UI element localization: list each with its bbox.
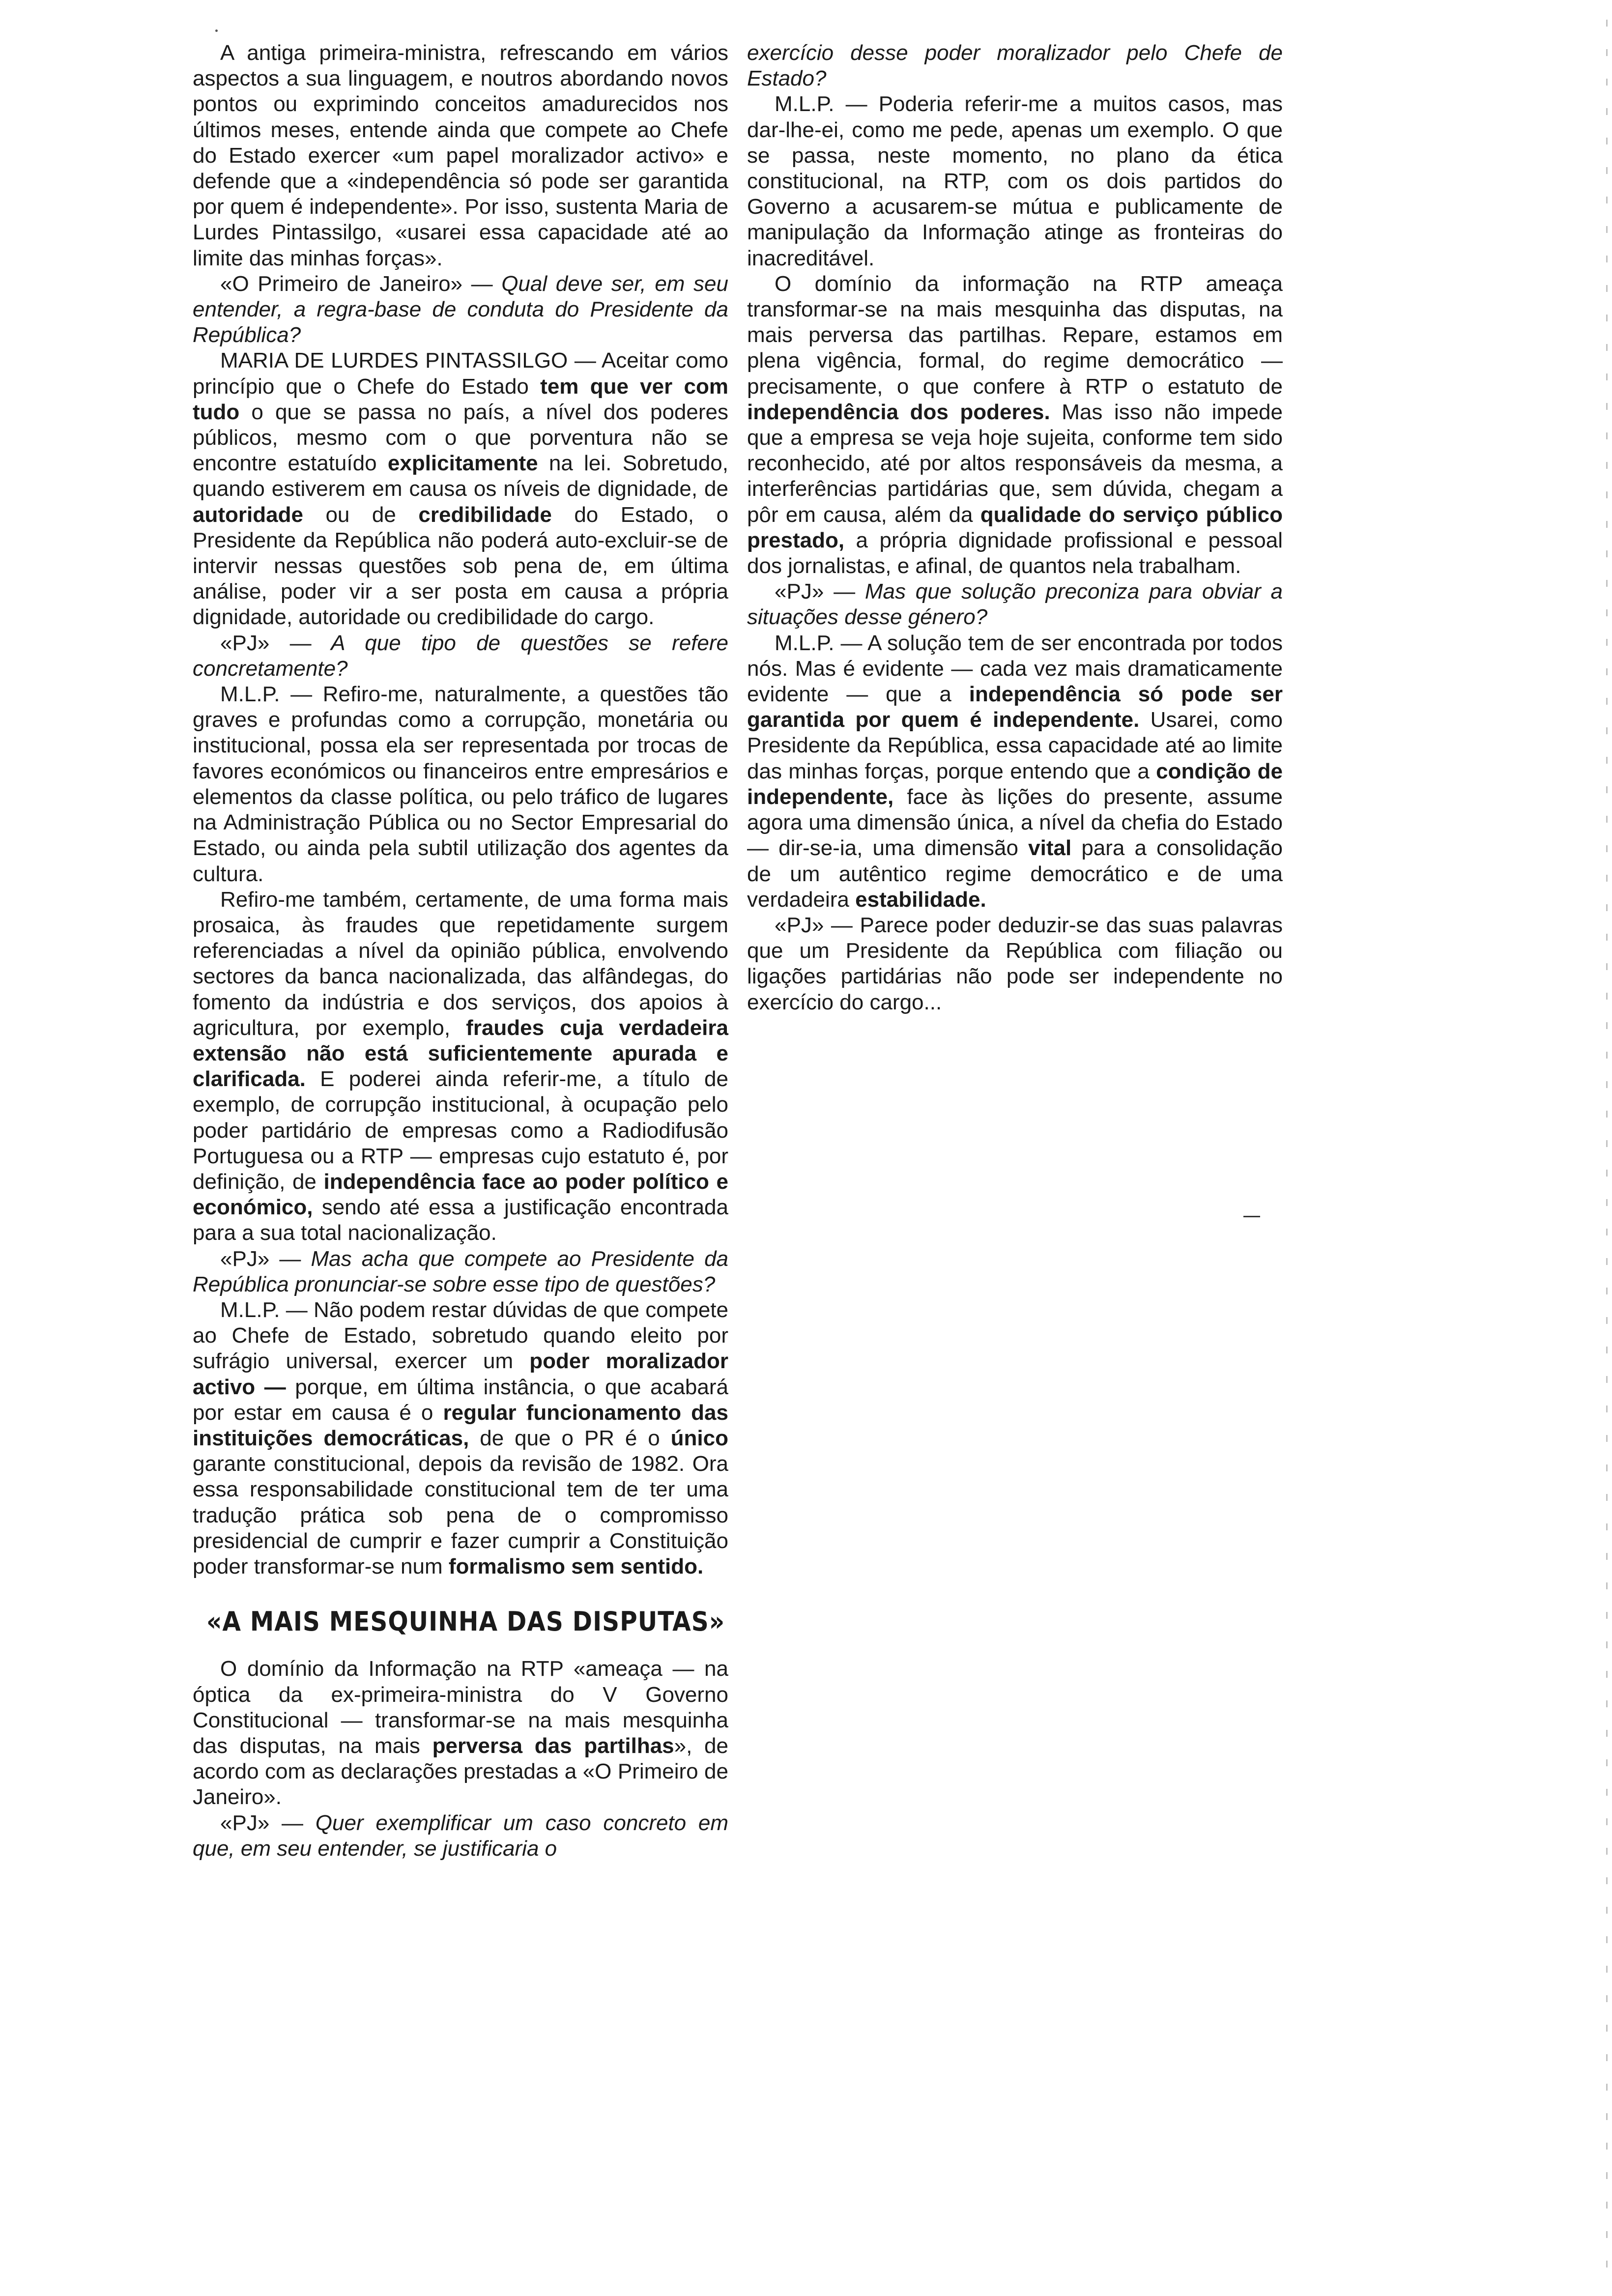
answer-text: MARIA DE LURDES PINTASSILGO — Aceitar como princípio que o Chefe do Estado — [193, 348, 728, 399]
question-text: Quer exemplificar um caso concreto em que, em seu entender, se justificaria o — [193, 1810, 729, 1861]
answer-text: Usarei, como Presidente da República, essa capacidade até ao limite das minhas forças, porque entendo que a — [747, 708, 1283, 783]
paragraph-text: Mas isso não impede que a empresa se veja hoje sujeita, conforme tem sido reconhecido, até por altos responsáveis da mesma, a interferências partidárias que, sem dúvida, chegam a pôr em causa, além da — [747, 400, 1283, 527]
section-subheading: «A MAIS MESQUINHA DAS DISPUTAS» — [206, 1606, 725, 1637]
paragraph-bold: qualidade do serviço público prestado, — [747, 502, 1283, 552]
scan-speck — [215, 29, 218, 32]
paragraph-bold: fraudes cuja verdadeira extensão não está suficientemente apurada e clarificada. — [193, 1015, 728, 1091]
answer-bold: autoridade — [193, 502, 303, 527]
answer-text: o que se passa no país, a nível dos poderes públicos, mesmo com o que porventura não se encontre estatuído — [193, 400, 728, 476]
answer-corrupcao: M.L.P. — Refiro-me, naturalmente, a questões tão graves e profundas como a corrupção, monetária ou institucional, possa ela ser representada por trocas de favores económicos ou financeiros entre empresários e elementos da classe política, ou pelo tráfico de lugares na Administração Pública ou no Sector Empresarial do Estado, ou ainda pela subtil utilização dos agentes da cultura. — [193, 682, 728, 886]
answer-bold: regular funcionamento das instituições democráticas, — [193, 1400, 728, 1450]
paragraph-text: a própria dignidade profissional e pessoal dos jornalistas, e afinal, de quantos nela trabalham. — [747, 528, 1283, 578]
answer-bold: tem que ver com tudo — [193, 374, 728, 424]
paragraph-fraudes — [193, 887, 728, 1246]
paragraph-text: Refiro-me também, certamente, de uma forma mais prosaica, às fraudes que repetidamente surgem referenciadas a nível da opinião pública, envolvendo sectores da banca nacionalizada, das alfândegas, do fomento da indústria e dos serviços, dos apoios à agricultura, por exemplo, — [193, 887, 728, 1040]
answer-text: M.L.P. — A solução tem de ser encontrada por todos nós. Mas é evidente — cada vez mais dramaticamente evidente — que a — [747, 631, 1283, 707]
answer-text: face às lições do presente, assume agora uma dimensão única, a nível da chefia do Estado — dir-se-ia, uma dimensão — [747, 784, 1283, 861]
answer-bold: único — [670, 1426, 728, 1450]
question-lead: «PJ» — — [220, 1246, 301, 1271]
answer-bold: explicitamente — [387, 451, 538, 476]
paragraph-bold: independência dos poderes. — [747, 400, 1050, 424]
question-caso-concreto — [193, 1810, 728, 1862]
question-text: Mas que solução preconiza para obviar a situações desse género? — [747, 579, 1283, 630]
question-text: Mas acha que compete ao Presidente da República pronunciar-se sobre esse tipo de questões? — [193, 1246, 729, 1296]
answer-text: na lei. Sobretudo, quando estiverem em causa os níveis de dignidade, de — [193, 451, 728, 501]
answer-text: para a consolidação de um autêntico regime democrático e de uma verdadeira — [747, 836, 1283, 912]
question-lead: «O Primeiro de Janeiro» — — [220, 271, 493, 296]
question-lead: «PJ» — — [220, 631, 312, 655]
question-text: Qual deve ser, em seu entender, a regra-base de conduta do Presidente da República? — [193, 271, 728, 347]
answer-bold: formalismo sem sentido. — [448, 1554, 704, 1578]
question-filiacao-partidaria: «PJ» — Parece poder deduzir-se das suas palavras que um Presidente da República com filiação ou ligações partidárias não pode ser independente no exercício do cargo... — [747, 913, 1283, 1014]
question-tipo-questoes — [193, 631, 728, 682]
paragraph-text: E poderei ainda referir-me, a título de exemplo, de corrupção institucional, à ocupação pelo poder partidário de empresas como a Radiodifusão Portuguesa ou a RTP — empresas cujo estatuto é, por definição, de — [193, 1067, 728, 1194]
answer-poder-moralizador — [193, 1297, 728, 1579]
paragraph-dominio-informacao — [193, 1656, 728, 1810]
answer-bold: condição de independente, — [747, 759, 1283, 809]
answer-text: de que o PR é o — [469, 1426, 671, 1450]
paragraph-text: O domínio da Informação na RTP «ameaça — na óptica da ex-primeira-ministra do V Governo Constitucional — transformar-se na mais mesquinha das disputas, na mais — [193, 1657, 728, 1758]
answer-text: M.L.P. — Não podem restar dúvidas de que compete ao Chefe de Estado, sobretudo quando eleito por sufrágio universal, exercer um — [193, 1297, 728, 1374]
answer-text: garante constitucional, depois da revisão de 1982. Ora essa responsabilidade constitucional tem de ter uma tradução prática sob pena de o compromisso presidencial de cumprir e fazer cumprir a Constituição poder transformar-se num — [193, 1452, 728, 1578]
answer-bold: estabilidade. — [855, 887, 986, 912]
answer-text: ou de — [303, 502, 419, 527]
article-end-mark — [1243, 1216, 1260, 1217]
intro-paragraph: A antiga primeira-ministra, refrescando em vários aspectos a sua linguagem, e noutros abordando novos pontos ou exprimindo conceitos amadurecidos nos últimos meses, entende ainda que compete ao Chefe do Estado exercer «um papel moralizador activo» e defende que a «independência só pode ser garantida por quem é independente». Por isso, sustenta Maria de Lurdes Pintassilgo, «usarei essa capacidade até ao limite das minhas forças». — [193, 41, 728, 270]
answer-bold: independência só pode ser garantida por quem é independente. — [747, 682, 1283, 732]
question-lead: «PJ» — — [775, 579, 856, 604]
answer-regra-base — [193, 348, 728, 630]
answer-text: porque, em última instância, o que acabará por estar em causa é o — [193, 1375, 728, 1425]
answer-etica-constitucional: M.L.P. — Poderia referir-me a muitos casos, mas dar-lhe-ei, como me pede, apenas um exemplo. O que se passa, neste momento, no plano da ética constitucional, na RTP, com os dois partidos do Governo a acusarem-se mútua e publicamente de manipulação da Informação atinge as fronteiras do inacreditável. — [747, 92, 1283, 270]
answer-independencia — [747, 631, 1283, 913]
answer-bold: credibilidade — [418, 502, 552, 527]
paragraph-dominio-rtp — [747, 271, 1283, 579]
answer-bold: vital — [1028, 836, 1072, 861]
article-column-left — [193, 40, 728, 1862]
question-regra-base — [193, 271, 728, 348]
paragraph-bold: independência face ao poder político e económico, — [193, 1169, 728, 1220]
question-compete-presidente — [193, 1246, 728, 1297]
paragraph-text: O domínio da informação na RTP ameaça transformar-se na mais mesquinha das disputas, na mais perversa das partilhas. Repare, estamos em plena vigência, formal, do regime democrático — precisamente, o que confere à RTP o estatuto de — [747, 271, 1283, 399]
scan-edge-artifact — [1606, 20, 1608, 2280]
question-caso-concreto-continued: exercício desse poder moralizador pelo Chefe de Estado? — [747, 41, 1283, 91]
article-column-right — [747, 40, 1283, 1015]
question-solucao — [747, 579, 1283, 630]
question-text: A que tipo de questões se refere concretamente? — [193, 631, 728, 681]
paragraph-bold: perversa das partilhas — [432, 1734, 674, 1758]
paragraph-text: sendo até essa a justificação encontrada para a sua total nacionalização. — [193, 1195, 728, 1245]
paragraph-text: », de acordo com as declarações prestadas a «O Primeiro de Janeiro». — [193, 1734, 728, 1809]
answer-bold: poder moralizador activo — — [193, 1349, 728, 1399]
answer-text: do Estado, o Presidente da República não poderá auto-excluir-se de intervir nessas questões sob pena de, em última análise, poder vir a ser posta em causa a própria dignidade, autoridade ou credibilidade do cargo. — [193, 502, 729, 630]
question-lead: «PJ» — — [220, 1810, 304, 1835]
